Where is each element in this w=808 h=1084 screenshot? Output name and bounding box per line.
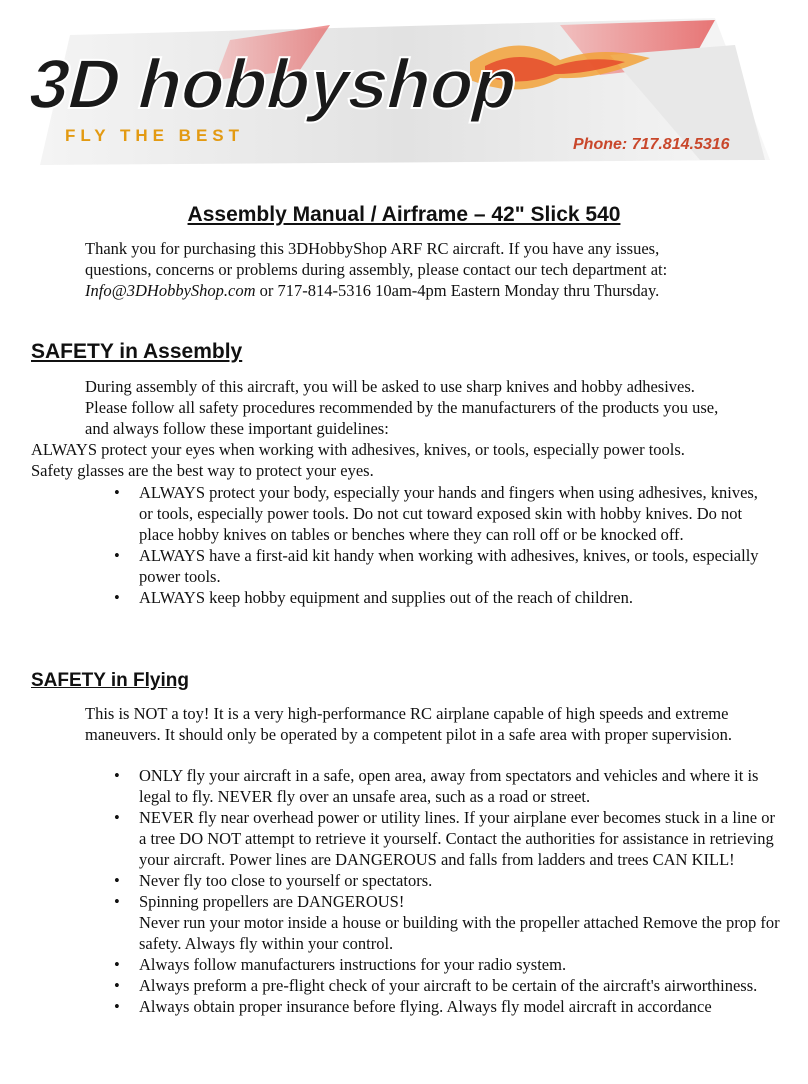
propeller-guidance: Never run your motor inside a house or building with the propeller attached Remove the prop for safety. Always fly within your control.	[139, 913, 780, 953]
note-line: ALWAYS protect your eyes when working with adhesives, knives, or tools, especially power tools.	[31, 440, 685, 459]
list-item: • Always obtain proper insurance before flying. Always fly model aircraft in accordance	[114, 996, 782, 1017]
list-item: • ONLY fly your aircraft in a safe, open area, away from spectators and vehicles and where it is legal to fly. NEVER fly over an unsafe area, such as a road or street.	[114, 765, 782, 807]
flying-intro: This is NOT a toy! It is a very high-performance RC airplane capable of high speeds and extreme maneuvers. It should only be operated by a competent pilot in a safe area with proper supervision.	[85, 704, 732, 744]
propeller-warning: • Spinning propellers are DANGEROUS!	[139, 892, 405, 911]
list-item	[114, 891, 782, 954]
intro-line: Info@3DHobbyShop.com or 717-814-5316 10am-4pm Eastern Monday thru Thursday.	[85, 281, 660, 300]
page-title: Assembly Manual / Airframe – 42" Slick 540	[187, 203, 621, 226]
assembly-line: Please follow all safety procedures recommended by the manufacturers of the products you use,	[85, 398, 719, 417]
list-item: • ALWAYS have a first-aid kit handy when working with adhesives, knives, or tools, especially power tools.	[114, 545, 774, 587]
contact-email: Info@3DHobbyShop.com	[85, 281, 256, 300]
list-item: • ALWAYS keep hobby equipment and supplies out of the reach of children.	[114, 587, 774, 608]
list-item: • Never fly too close to yourself or spectators.	[114, 870, 782, 891]
intro-paragraph	[85, 238, 795, 301]
assembly-line: During assembly of this aircraft, you will be asked to use sharp knives and hobby adhesives.	[85, 377, 695, 396]
tagline: FLY THE BEST	[65, 126, 245, 145]
list-item: • ALWAYS protect your body, especially your hands and fingers when using adhesives, knives, or tools, especially power tools. Do not cut toward exposed skin with hobby knives. Do not place hobby knives on tables or benches where they can roll off or be knocked off.	[114, 482, 774, 545]
phone-number: Phone: 717.814.5316	[573, 136, 730, 153]
list-item: • Always follow manufacturers instructions for your radio system.	[114, 954, 782, 975]
assembly-heading: SAFETY in Assembly	[31, 340, 243, 363]
logo-text: 3D hobbyshop	[21, 45, 527, 124]
assembly-bullet-list	[114, 482, 774, 608]
flying-bullet-list	[114, 765, 782, 1017]
flying-heading: SAFETY in Flying	[31, 670, 189, 691]
assembly-intro	[85, 376, 800, 439]
note-line: Safety glasses are the best way to protect your eyes.	[31, 461, 374, 480]
list-item: • NEVER fly near overhead power or utility lines. If your airplane ever becomes stuck in a line or a tree DO NOT attempt to retrieve it yourself. Contact the authorities for assistance in retrieving your aircraft. Power lines are DANGEROUS and falls from ladders and trees CAN KILL!	[114, 807, 782, 870]
list-item: • Always preform a pre-flight check of your aircraft to be certain of the aircraft's airworthiness.	[114, 975, 782, 996]
intro-line: questions, concerns or problems during assembly, please contact our tech department at:	[85, 260, 668, 279]
intro-line: Thank you for purchasing this 3DHobbyShop ARF RC aircraft. If you have any issues,	[85, 239, 660, 258]
eye-protection-note	[31, 439, 801, 481]
assembly-line: and always follow these important guidelines:	[85, 419, 389, 438]
